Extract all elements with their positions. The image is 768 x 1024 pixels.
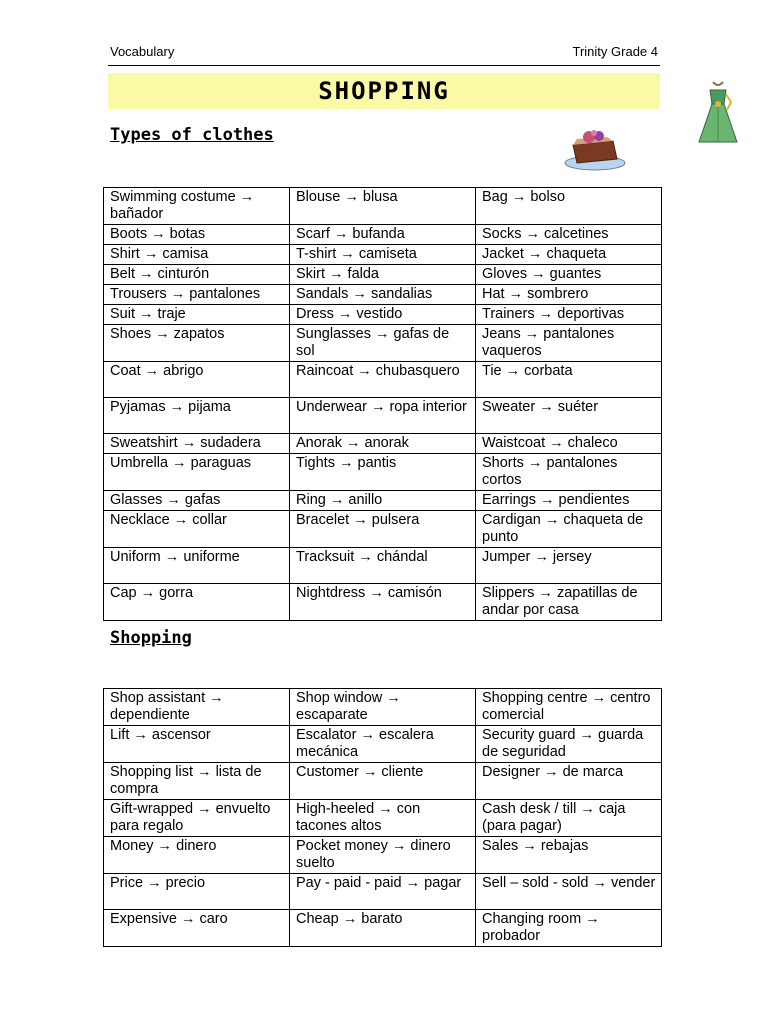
table-cell: Bracelet → pulsera (290, 511, 476, 548)
table-cell: Shirt → camisa (104, 245, 290, 265)
page-title: SHOPPING (318, 77, 450, 105)
table-cell: Dress → vestido (290, 305, 476, 325)
table-cell: High-heeled → con tacones altos (290, 800, 476, 837)
table-cell: Jumper → jersey (476, 548, 662, 584)
table-cell: Anorak → anorak (290, 434, 476, 454)
table-cell: Gloves → guantes (476, 265, 662, 285)
table-cell: Sunglasses → gafas de sol (290, 325, 476, 362)
table-cell: Jeans → pantalones vaqueros (476, 325, 662, 362)
table-row (104, 800, 662, 837)
table-cell: Tracksuit → chándal (290, 548, 476, 584)
table-cell: Price → precio (104, 874, 290, 910)
dress-icon (693, 80, 743, 146)
table-row (104, 285, 662, 305)
table-cell: Hat → sombrero (476, 285, 662, 305)
header-left: Vocabulary (110, 44, 175, 59)
table-cell: Ring → anillo (290, 491, 476, 511)
table-cell: Shopping centre → centro comercial (476, 689, 662, 726)
table-cell: Cheap → barato (290, 910, 476, 947)
table-cell: Blouse → blusa (290, 188, 476, 225)
table-row (104, 434, 662, 454)
table-row (104, 548, 662, 584)
table-cell: Glasses → gafas (104, 491, 290, 511)
table-row (104, 305, 662, 325)
table-cell: Earrings → pendientes (476, 491, 662, 511)
table-cell: Uniform → uniforme (104, 548, 290, 584)
table-cell: Sandals → sandalias (290, 285, 476, 305)
table-cell: Cash desk / till → caja (para pagar) (476, 800, 662, 837)
table-row (104, 689, 662, 726)
table-cell: Skirt → falda (290, 265, 476, 285)
header-divider (108, 65, 660, 66)
table-cell: Bag → bolso (476, 188, 662, 225)
table-row (104, 726, 662, 763)
table-cell: Underwear → ropa interior (290, 398, 476, 434)
table-cell: Suit → traje (104, 305, 290, 325)
table-row (104, 398, 662, 434)
section-heading-clothes: Types of clothes (110, 125, 274, 145)
table-cell: Raincoat → chubasquero (290, 362, 476, 398)
table-cell: Umbrella → paraguas (104, 454, 290, 491)
table-row (104, 763, 662, 800)
table-cell: Swimming costume → bañador (104, 188, 290, 225)
table-cell: Slippers → zapatillas de andar por casa (476, 584, 662, 621)
table-cell: Coat → abrigo (104, 362, 290, 398)
title-banner (108, 73, 660, 109)
table-cell: Expensive → caro (104, 910, 290, 947)
table-row (104, 454, 662, 491)
table-row (104, 245, 662, 265)
table-cell: Escalator → escalera mecánica (290, 726, 476, 763)
table-cell: Cardigan → chaqueta de punto (476, 511, 662, 548)
table-cell: Belt → cinturón (104, 265, 290, 285)
table-cell: Shopping list → lista de compra (104, 763, 290, 800)
table-cell: Pay - paid - paid → pagar (290, 874, 476, 910)
clothes-table (103, 187, 662, 621)
cake-icon (563, 127, 627, 171)
table-cell: Necklace → collar (104, 511, 290, 548)
table-cell: Trousers → pantalones (104, 285, 290, 305)
table-row (104, 584, 662, 621)
table-cell: Cap → gorra (104, 584, 290, 621)
table-cell: Tights → pantis (290, 454, 476, 491)
table-cell: Nightdress → camisón (290, 584, 476, 621)
table-cell: Sweater → suéter (476, 398, 662, 434)
table-cell: Socks → calcetines (476, 225, 662, 245)
table-cell: T-shirt → camiseta (290, 245, 476, 265)
table-cell: Sales → rebajas (476, 837, 662, 874)
header-right: Trinity Grade 4 (572, 44, 658, 59)
table-cell: Gift-wrapped → envuelto para regalo (104, 800, 290, 837)
table-cell: Money → dinero (104, 837, 290, 874)
table-cell: Lift → ascensor (104, 726, 290, 763)
table-cell: Trainers → deportivas (476, 305, 662, 325)
table-cell: Pocket money → dinero suelto (290, 837, 476, 874)
table-cell: Sell – sold - sold → vender (476, 874, 662, 910)
table-row (104, 188, 662, 225)
table-cell: Shop assistant → dependiente (104, 689, 290, 726)
table-row (104, 511, 662, 548)
table-cell: Boots → botas (104, 225, 290, 245)
table-cell: Tie → corbata (476, 362, 662, 398)
table-cell: Sweatshirt → sudadera (104, 434, 290, 454)
table-cell: Designer → de marca (476, 763, 662, 800)
table-row (104, 225, 662, 245)
table-cell: Jacket → chaqueta (476, 245, 662, 265)
section-heading-shopping: Shopping (110, 628, 192, 648)
table-cell: Shoes → zapatos (104, 325, 290, 362)
table-cell: Waistcoat → chaleco (476, 434, 662, 454)
table-row (104, 265, 662, 285)
table-row (104, 837, 662, 874)
table-cell: Shorts → pantalones cortos (476, 454, 662, 491)
table-cell: Shop window → escaparate (290, 689, 476, 726)
table-cell: Security guard → guarda de seguridad (476, 726, 662, 763)
table-row (104, 874, 662, 910)
shopping-table (103, 688, 662, 947)
table-cell: Pyjamas → pijama (104, 398, 290, 434)
table-row (104, 362, 662, 398)
table-cell: Customer → cliente (290, 763, 476, 800)
table-row (104, 910, 662, 947)
table-cell: Changing room → probador (476, 910, 662, 947)
table-cell: Scarf → bufanda (290, 225, 476, 245)
table-row (104, 325, 662, 362)
table-row (104, 491, 662, 511)
